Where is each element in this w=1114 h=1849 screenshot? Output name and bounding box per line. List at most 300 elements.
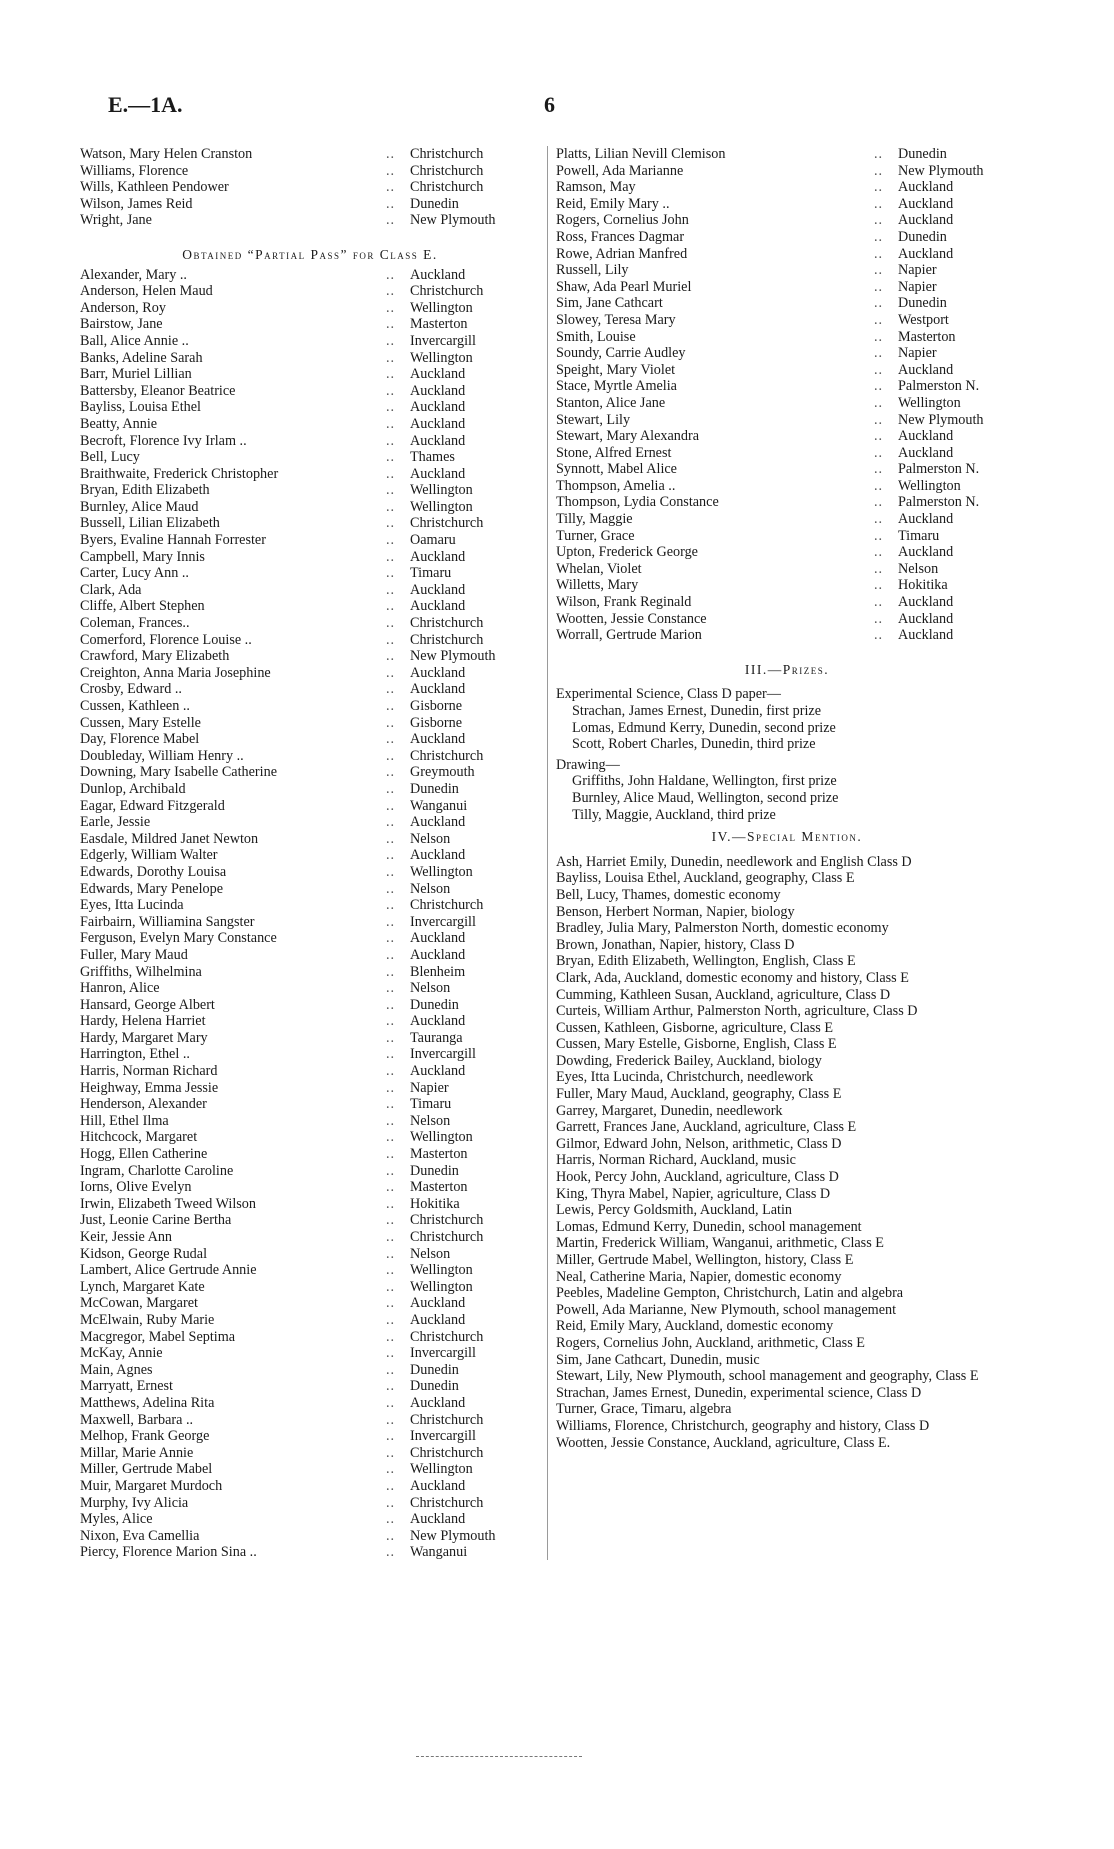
list-item — [80, 283, 540, 300]
entry-name: Hansard, George Albert — [80, 996, 215, 1013]
entry-name: Bussell, Lilian Elizabeth — [80, 515, 220, 532]
leader-dots: .. — [386, 1477, 396, 1494]
leader-dots: .. — [874, 179, 884, 196]
list-item: Cussen, Kathleen, Gisborne, agriculture, Class E — [556, 1019, 833, 1036]
entry-place: Auckland — [898, 361, 954, 378]
list-item: Reid, Emily Mary, Auckland, domestic economy — [556, 1318, 834, 1335]
entry-place: Masterton — [410, 316, 468, 333]
leader-dots: .. — [386, 980, 396, 997]
page-number: 6 — [544, 92, 555, 117]
leader-dots: .. — [386, 598, 396, 615]
entry-place: Auckland — [410, 664, 466, 681]
list-item — [80, 1279, 540, 1296]
entry-place: Auckland — [410, 946, 466, 963]
entry-place: Timaru — [898, 527, 940, 544]
leader-dots: .. — [386, 162, 396, 179]
leader-dots: .. — [386, 1146, 396, 1163]
leader-dots: .. — [386, 996, 396, 1013]
list-item: Gilmor, Edward John, Nelson, arithmetic, Class D — [556, 1135, 842, 1152]
leader-dots: .. — [386, 648, 396, 665]
leader-dots: .. — [874, 262, 884, 279]
entry-name: Hitchcock, Margaret — [80, 1129, 198, 1146]
list-item — [556, 594, 1018, 611]
leader-dots: .. — [874, 311, 884, 328]
leader-dots: .. — [386, 664, 396, 681]
entry-name: Tilly, Maggie — [556, 511, 633, 528]
entry-place: Tauranga — [410, 1029, 463, 1046]
entry-place: Invercargill — [410, 1428, 476, 1445]
list-item — [80, 350, 540, 367]
list-item: Hook, Percy John, Auckland, agriculture, Class D — [556, 1169, 839, 1186]
entry-name: Beatty, Annie — [80, 415, 158, 432]
leader-dots: .. — [386, 780, 396, 797]
name-list-continued — [80, 146, 540, 229]
list-item — [80, 715, 540, 732]
leader-dots: .. — [386, 283, 396, 300]
list-item: Curteis, William Arthur, Palmerston North, agriculture, Class D — [556, 1003, 918, 1020]
entry-name: McKay, Annie — [80, 1345, 163, 1362]
prize-group — [556, 686, 1018, 752]
entry-place: Dunedin — [898, 228, 947, 245]
prize-group — [556, 757, 1018, 823]
list-item: Williams, Florence, Christchurch, geography and history, Class D — [556, 1417, 930, 1434]
leader-dots: .. — [386, 1511, 396, 1528]
leader-dots: .. — [386, 1461, 396, 1478]
list-item — [80, 366, 540, 383]
leader-dots: .. — [386, 1195, 396, 1212]
leader-dots: .. — [386, 863, 396, 880]
list-item — [80, 1030, 540, 1047]
prize-category: Drawing— — [556, 756, 620, 773]
leader-dots: .. — [386, 266, 396, 283]
leader-dots: .. — [874, 544, 884, 561]
entry-name: Edwards, Dorothy Louisa — [80, 863, 227, 880]
entry-place: Auckland — [898, 610, 954, 627]
entry-name: Wilson, James Reid — [80, 195, 193, 212]
entry-place: Dunedin — [410, 780, 459, 797]
leader-dots: .. — [874, 411, 884, 428]
list-item — [80, 598, 540, 615]
list-item: Powell, Ada Marianne, New Plymouth, school management — [556, 1301, 897, 1318]
list-item — [80, 333, 540, 350]
list-item — [556, 312, 1018, 329]
entry-place: Palmerston N. — [898, 378, 980, 395]
entry-place: Wellington — [410, 1262, 473, 1279]
entry-name: Lambert, Alice Gertrude Annie — [80, 1262, 257, 1279]
leader-dots: .. — [874, 594, 884, 611]
leader-dots: .. — [386, 897, 396, 914]
leader-dots: .. — [386, 814, 396, 831]
list-item — [556, 395, 1018, 412]
entry-place: Gisborne — [410, 714, 463, 731]
entry-place: Wellington — [898, 394, 961, 411]
entry-place: Christchurch — [410, 747, 484, 764]
leader-dots: .. — [386, 1444, 396, 1461]
list-item — [80, 997, 540, 1014]
entry-name: Bayliss, Louisa Ethel — [80, 399, 201, 416]
leader-dots: .. — [386, 316, 396, 333]
leader-dots: .. — [874, 560, 884, 577]
entry-name: Becroft, Florence Ivy Irlam .. — [80, 432, 247, 449]
leader-dots: .. — [874, 527, 884, 544]
list-item — [80, 698, 540, 715]
entry-name: Stone, Alfred Ernest — [556, 444, 672, 461]
list-item — [556, 295, 1018, 312]
entry-place: Auckland — [410, 1295, 466, 1312]
list-item — [80, 163, 540, 180]
list-item — [80, 466, 540, 483]
leader-dots: .. — [386, 747, 396, 764]
entry-name: Battersby, Eleanor Beatrice — [80, 382, 236, 399]
leader-dots: .. — [386, 1345, 396, 1362]
list-item — [556, 146, 1018, 163]
entry-place: Auckland — [410, 1394, 466, 1411]
page-header — [108, 92, 1008, 122]
entry-place: Greymouth — [410, 764, 475, 781]
list-item — [80, 930, 540, 947]
entry-name: Henderson, Alexander — [80, 1096, 207, 1113]
list-item — [80, 748, 540, 765]
list-item — [556, 561, 1018, 578]
entry-name: Burnley, Alice Maud — [80, 498, 199, 515]
list-item — [80, 1013, 540, 1030]
list-item — [80, 383, 540, 400]
entry-name: Crosby, Edward .. — [80, 681, 182, 698]
entry-name: Thompson, Amelia .. — [556, 477, 676, 494]
document-code: E.—1A. — [108, 92, 183, 117]
leader-dots: .. — [386, 449, 396, 466]
entry-name: Cliffe, Albert Stephen — [80, 598, 205, 615]
leader-dots: .. — [386, 1278, 396, 1295]
entry-place: Auckland — [410, 1311, 466, 1328]
entry-place: Auckland — [410, 1063, 466, 1080]
leader-dots: .. — [386, 963, 396, 980]
leader-dots: .. — [874, 378, 884, 395]
prize-winner: Tilly, Maggie, Auckland, third prize — [572, 806, 776, 823]
list-item — [80, 1428, 540, 1445]
entry-place: Auckland — [410, 598, 466, 615]
entry-place: Nelson — [410, 830, 451, 847]
entry-name: Anderson, Helen Maud — [80, 283, 213, 300]
leader-dots: .. — [386, 299, 396, 316]
list-item — [80, 179, 540, 196]
list-item: Clark, Ada, Auckland, domestic economy and history, Class E — [556, 969, 909, 986]
column-divider — [547, 146, 548, 1560]
entry-name: Myles, Alice — [80, 1511, 153, 1528]
entry-place: Auckland — [410, 415, 466, 432]
leader-dots: .. — [386, 1029, 396, 1046]
entry-name: Nixon, Eva Camellia — [80, 1527, 200, 1544]
list-item: Dowding, Frederick Bailey, Auckland, biology — [556, 1052, 822, 1069]
list-item: Bradley, Julia Mary, Palmerston North, domestic economy — [556, 920, 889, 937]
leader-dots: .. — [386, 465, 396, 482]
entry-place: Auckland — [898, 594, 954, 611]
entry-place: Westport — [898, 311, 949, 328]
entry-name: Bryan, Edith Elizabeth — [80, 482, 210, 499]
entry-name: Willetts, Mary — [556, 577, 639, 594]
list-item — [80, 1511, 540, 1528]
list-item — [80, 1544, 540, 1561]
leader-dots: .. — [386, 1096, 396, 1113]
entry-name: Speight, Mary Violet — [556, 361, 676, 378]
entry-name: Stewart, Mary Alexandra — [556, 428, 700, 445]
list-item — [556, 528, 1018, 545]
entry-place: Auckland — [410, 382, 466, 399]
entry-name: Harrington, Ethel .. — [80, 1046, 190, 1063]
entry-place: Nelson — [410, 1112, 451, 1129]
list-item — [80, 416, 540, 433]
entry-name: Ingram, Charlotte Caroline — [80, 1162, 234, 1179]
leader-dots: .. — [386, 946, 396, 963]
entry-name: Byers, Evaline Hannah Forrester — [80, 532, 266, 549]
entry-name: Rowe, Adrian Manfred — [556, 245, 688, 262]
leader-dots: .. — [874, 394, 884, 411]
leader-dots: .. — [386, 615, 396, 632]
list-item — [80, 433, 540, 450]
entry-name: Eyes, Itta Lucinda — [80, 897, 184, 914]
prizes-list — [556, 686, 1018, 823]
entry-name: Carter, Lucy Ann .. — [80, 565, 189, 582]
list-item: Harris, Norman Richard, Auckland, music — [556, 1152, 796, 1169]
entry-name: Muir, Margaret Murdoch — [80, 1477, 223, 1494]
list-item — [80, 1196, 540, 1213]
entry-name: Iorns, Olive Evelyn — [80, 1179, 192, 1196]
leader-dots: .. — [386, 1063, 396, 1080]
special-mention-heading: IV.—Special Mention. — [711, 829, 863, 845]
right-column — [556, 146, 1018, 1451]
entry-place: Napier — [898, 278, 937, 295]
entry-place: Wellington — [410, 1129, 473, 1146]
entry-name: Doubleday, William Henry .. — [80, 747, 244, 764]
leader-dots: .. — [386, 1245, 396, 1262]
entry-name: Harris, Norman Richard — [80, 1063, 218, 1080]
list-item — [80, 1179, 540, 1196]
list-item — [80, 731, 540, 748]
leader-dots: .. — [386, 631, 396, 648]
entry-place: Auckland — [410, 681, 466, 698]
list-item — [80, 947, 540, 964]
list-item — [80, 515, 540, 532]
entry-place: Christchurch — [410, 283, 484, 300]
list-item — [80, 648, 540, 665]
entry-name: Alexander, Mary .. — [80, 266, 187, 283]
list-item: Lomas, Edmund Kerry, Dunedin, school management — [556, 1218, 862, 1235]
entry-place: Wellington — [898, 477, 961, 494]
entry-place: Nelson — [898, 560, 939, 577]
entry-name: Earle, Jessie — [80, 814, 151, 831]
entry-place: Christchurch — [410, 1444, 484, 1461]
list-item: Neal, Catherine Maria, Napier, domestic economy — [556, 1268, 842, 1285]
entry-name: Reid, Emily Mary .. — [556, 195, 670, 212]
list-item — [80, 814, 540, 831]
list-item — [80, 831, 540, 848]
entry-place: Timaru — [410, 565, 452, 582]
entry-place: Dunedin — [898, 295, 947, 312]
entry-place: Christchurch — [410, 515, 484, 532]
list-item — [80, 681, 540, 698]
list-item — [556, 461, 1018, 478]
list-item — [80, 267, 540, 284]
entry-name: Downing, Mary Isabelle Catherine — [80, 764, 277, 781]
leader-dots: .. — [874, 195, 884, 212]
entry-place: Auckland — [898, 195, 954, 212]
list-item: Miller, Gertrude Mabel, Wellington, history, Class E — [556, 1252, 854, 1268]
leader-dots: .. — [874, 245, 884, 262]
entry-place: Auckland — [898, 544, 954, 561]
entry-place: Dunedin — [410, 195, 459, 212]
special-mention-list — [556, 854, 1018, 1451]
leader-dots: .. — [386, 482, 396, 499]
list-item: Garrett, Frances Jane, Auckland, agriculture, Class E — [556, 1119, 857, 1136]
entry-name: Wright, Jane — [80, 212, 152, 229]
entry-name: Soundy, Carrie Audley — [556, 345, 686, 362]
entry-place: Christchurch — [410, 1212, 484, 1229]
entry-name: Millar, Marie Annie — [80, 1444, 194, 1461]
list-item: Wootten, Jessie Constance, Auckland, agriculture, Class E. — [556, 1434, 891, 1451]
leader-dots: .. — [386, 515, 396, 532]
entry-name: Stace, Myrtle Amelia — [556, 378, 677, 395]
entry-place: Palmerston N. — [898, 494, 980, 511]
list-item — [80, 1229, 540, 1246]
leader-dots: .. — [386, 432, 396, 449]
left-column — [80, 146, 540, 1561]
entry-place: Masterton — [410, 1179, 468, 1196]
prize-winner: Strachan, James Ernest, Dunedin, first prize — [572, 703, 821, 719]
list-item — [80, 532, 540, 549]
list-item — [556, 627, 1018, 644]
leader-dots: .. — [386, 847, 396, 864]
entry-name: Hanron, Alice — [80, 980, 160, 997]
entry-name: Fuller, Mary Maud — [80, 946, 188, 963]
list-item — [556, 196, 1018, 213]
entry-place: Christchurch — [410, 1411, 484, 1428]
list-item — [556, 428, 1018, 445]
entry-name: Braithwaite, Frederick Christopher — [80, 465, 279, 482]
entry-place: Wellington — [410, 1461, 473, 1478]
prize-winner: Burnley, Alice Maud, Wellington, second prize — [572, 789, 839, 806]
list-item: Ash, Harriet Emily, Dunedin, needlework and English Class D — [556, 853, 912, 870]
entry-name: Ferguson, Evelyn Mary Constance — [80, 930, 277, 947]
entry-place: Auckland — [410, 1477, 466, 1494]
list-item — [80, 1096, 540, 1113]
list-item — [80, 615, 540, 632]
leader-dots: .. — [386, 498, 396, 515]
leader-dots: .. — [874, 146, 884, 162]
list-item — [80, 798, 540, 815]
entry-name: Edwards, Mary Penelope — [80, 880, 224, 897]
leader-dots: .. — [386, 1079, 396, 1096]
entry-place: Christchurch — [410, 162, 484, 179]
entry-name: Marryatt, Ernest — [80, 1378, 173, 1395]
list-item — [556, 611, 1018, 628]
list-item: Turner, Grace, Timaru, algebra — [556, 1401, 732, 1418]
leader-dots: .. — [874, 212, 884, 229]
entry-name: Anderson, Roy — [80, 299, 166, 316]
entry-place: Christchurch — [410, 1229, 484, 1245]
entry-place: Auckland — [410, 847, 466, 864]
list-item — [556, 412, 1018, 429]
leader-dots: .. — [874, 577, 884, 594]
entry-place: Dunedin — [410, 1361, 459, 1378]
list-item — [80, 1163, 540, 1180]
list-item — [80, 764, 540, 781]
entry-name: Easdale, Mildred Janet Newton — [80, 830, 259, 847]
entry-place: Nelson — [410, 980, 451, 997]
leader-dots: .. — [874, 494, 884, 511]
entry-name: Just, Leonie Carine Bertha — [80, 1212, 232, 1229]
entry-name: McElwain, Ruby Marie — [80, 1311, 215, 1328]
list-item: Cussen, Mary Estelle, Gisborne, English, Class E — [556, 1036, 837, 1053]
entry-place: New Plymouth — [898, 411, 984, 428]
leader-dots: .. — [386, 1311, 396, 1328]
entry-place: Auckland — [898, 245, 954, 262]
leader-dots: .. — [386, 880, 396, 897]
entry-place: Christchurch — [410, 615, 484, 632]
list-item — [80, 1362, 540, 1379]
entry-place: Auckland — [410, 465, 466, 482]
entry-name: Hardy, Margaret Mary — [80, 1029, 208, 1046]
entry-place: Wanganui — [410, 1544, 468, 1561]
entry-name: Hill, Ethel Ilma — [80, 1112, 169, 1129]
entry-place: Nelson — [410, 880, 451, 897]
entry-name: Murphy, Ivy Alicia — [80, 1494, 189, 1511]
leader-dots: .. — [386, 1328, 396, 1345]
leader-dots: .. — [874, 428, 884, 445]
list-item — [80, 881, 540, 898]
leader-dots: .. — [386, 1527, 396, 1544]
list-item — [80, 980, 540, 997]
entry-place: Auckland — [410, 548, 466, 565]
list-item — [556, 212, 1018, 229]
list-item — [80, 1129, 540, 1146]
list-item — [80, 1113, 540, 1130]
entry-place: Thames — [410, 449, 455, 466]
entry-place: Auckland — [410, 581, 466, 598]
entry-place: Palmerston N. — [898, 461, 980, 478]
entry-name: Worrall, Gertrude Marion — [556, 627, 702, 644]
entry-place: Napier — [410, 1079, 449, 1096]
entry-name: Hardy, Helena Harriet — [80, 1013, 206, 1030]
entry-place: Dunedin — [410, 1378, 459, 1395]
prize-category: Experimental Science, Class D paper— — [556, 686, 781, 703]
leader-dots: .. — [386, 1295, 396, 1312]
list-item — [80, 146, 540, 163]
leader-dots: .. — [386, 830, 396, 847]
list-item: Lewis, Percy Goldsmith, Auckland, Latin — [556, 1202, 793, 1219]
list-item — [80, 665, 540, 682]
entry-place: Auckland — [898, 428, 954, 445]
list-item — [80, 399, 540, 416]
list-item — [80, 864, 540, 881]
entry-name: Thompson, Lydia Constance — [556, 494, 719, 511]
entry-place: Auckland — [898, 627, 954, 644]
list-item — [556, 262, 1018, 279]
entry-name: Shaw, Ada Pearl Muriel — [556, 278, 692, 295]
leader-dots: .. — [874, 162, 884, 179]
entry-name: Cussen, Mary Estelle — [80, 714, 201, 731]
entry-name: Stewart, Lily — [556, 411, 631, 428]
list-item — [80, 196, 540, 213]
leader-dots: .. — [386, 681, 396, 698]
list-item: Eyes, Itta Lucinda, Christchurch, needlework — [556, 1069, 814, 1086]
leader-dots: .. — [386, 1229, 396, 1245]
entry-name: Wootten, Jessie Constance — [556, 610, 707, 627]
entry-place: Masterton — [898, 328, 956, 345]
entry-name: Heighway, Emma Jessie — [80, 1079, 219, 1096]
list-item: Garrey, Margaret, Dunedin, needlework — [556, 1102, 783, 1119]
list-item — [80, 582, 540, 599]
partial-pass-list-continued — [556, 146, 1018, 644]
